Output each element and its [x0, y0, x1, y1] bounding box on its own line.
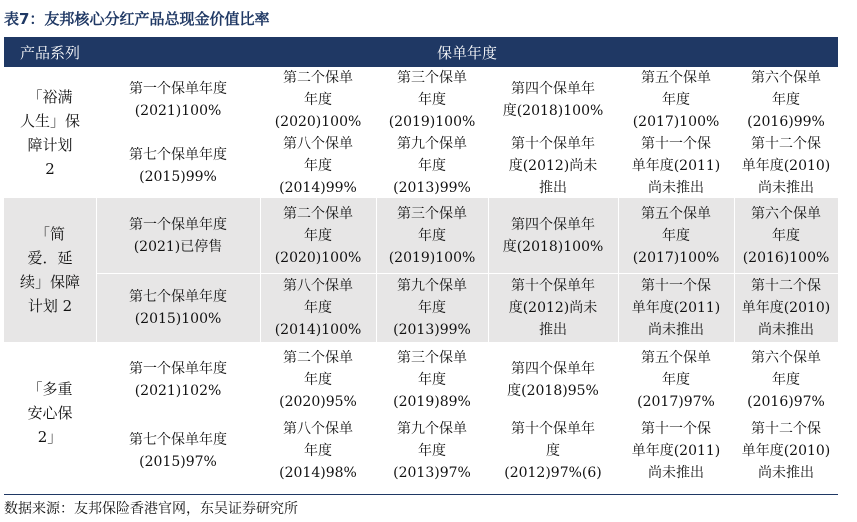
table-cell: 第七个保单年度 (2015)99%: [129, 146, 227, 185]
table-cell: 第二个保单 年度 (2020)95%: [279, 349, 357, 410]
table-cell: 第十二个保 单年度(2010) 尚未推出: [741, 135, 831, 196]
header-policy-year: 保单年度: [96, 37, 838, 67]
table-cell: 第三个保单 年度 (2019)100%: [388, 70, 476, 130]
column-divider: [376, 198, 377, 342]
table-title: 表7：友邦核心分红产品总现金价值比率: [4, 10, 270, 28]
table-cell: 第八个保单 年度 (2014)99%: [279, 135, 357, 196]
table-cell: 第十二个保 单年度(2010) 尚未推出: [741, 420, 831, 481]
column-divider: [734, 198, 735, 342]
table-cell: 第九个保单 年度 (2013)99%: [393, 135, 471, 196]
table-cell: 第二个保单 年度 (2020)100%: [274, 70, 362, 130]
table-cell: 第十一个保 单年度(2011) 尚未推出: [631, 277, 721, 338]
column-divider: [618, 342, 619, 484]
table-cell: 第十一个保 单年度(2011) 尚未推出: [631, 420, 721, 481]
table-cell: 第一个保单年度 (2021)已停售: [129, 216, 227, 255]
table-cell: 第十个保单年 度(2012)尚未 推出: [508, 135, 598, 196]
table-cell: 第九个保单 年度 (2013)97%: [393, 420, 471, 481]
cash-value-table: [4, 37, 838, 495]
table-cell: 第一个保单年度 (2021)100%: [129, 81, 227, 119]
table-cell: 第四个保单年 度(2018)100%: [502, 216, 604, 255]
table-cell: 第五个保单 年度 (2017)100%: [632, 70, 720, 130]
column-divider: [96, 198, 97, 342]
product-name: 「裕满 人生」保 障计划 2: [19, 87, 80, 178]
table-cell: 第七个保单年度 (2015)100%: [129, 288, 227, 327]
table-cell: 第十个保单年 度(2012)尚未 推出: [508, 277, 598, 338]
table-cell: 第四个保单年 度(2018)100%: [502, 81, 604, 119]
column-divider: [260, 342, 261, 484]
column-divider: [734, 342, 735, 484]
table-bottom-rule: [4, 494, 838, 495]
column-divider: [260, 67, 261, 198]
table-cell: 第六个保单 年度 (2016)97%: [747, 349, 825, 410]
column-divider: [96, 67, 97, 198]
column-divider: [376, 342, 377, 484]
column-divider: [734, 67, 735, 198]
table-cell: 第十个保单年 度 (2012)97%(6): [504, 420, 602, 481]
table-cell: 第八个保单 年度 (2014)100%: [274, 277, 362, 338]
product-name: 「多重 安心保 2」: [27, 380, 73, 446]
table-cell: 第一个保单年度 (2021)102%: [129, 360, 227, 399]
column-divider: [488, 67, 489, 198]
table-cell: 第八个保单 年度 (2014)98%: [279, 420, 357, 481]
table-cell: 第七个保单年度 (2015)97%: [129, 431, 227, 470]
table-cell: 第三个保单 年度 (2019)89%: [393, 349, 471, 410]
table-cell: 第六个保单 年度 (2016)99%: [747, 70, 825, 130]
header-product-series: 产品系列: [4, 37, 96, 67]
source-note: 数据来源：友邦保险香港官网，东吴证券研究所: [4, 501, 298, 517]
table-cell: 第四个保单年 度(2018)95%: [507, 360, 599, 399]
column-divider: [96, 342, 97, 484]
table-cell: 第二个保单 年度 (2020)100%: [274, 205, 362, 266]
table-cell: 第九个保单 年度 (2013)99%: [393, 277, 471, 338]
column-divider: [618, 198, 619, 342]
table-cell: 第三个保单 年度 (2019)100%: [388, 205, 476, 266]
table-cell: 第五个保单 年度 (2017)97%: [637, 349, 715, 410]
table-cell: 第五个保单 年度 (2017)100%: [632, 205, 720, 266]
table-cell: 第十二个保 单年度(2010) 尚未推出: [741, 277, 831, 338]
column-divider: [488, 342, 489, 484]
column-divider: [260, 198, 261, 342]
table-cell: 第六个保单 年度 (2016)100%: [742, 205, 830, 266]
column-divider: [618, 67, 619, 198]
product-name: 「简 爱．延 续」保障 计划 2: [19, 225, 80, 315]
column-divider: [376, 67, 377, 198]
column-divider: [488, 198, 489, 342]
table-cell: 第十一个保 单年度(2011) 尚未推出: [631, 135, 721, 196]
